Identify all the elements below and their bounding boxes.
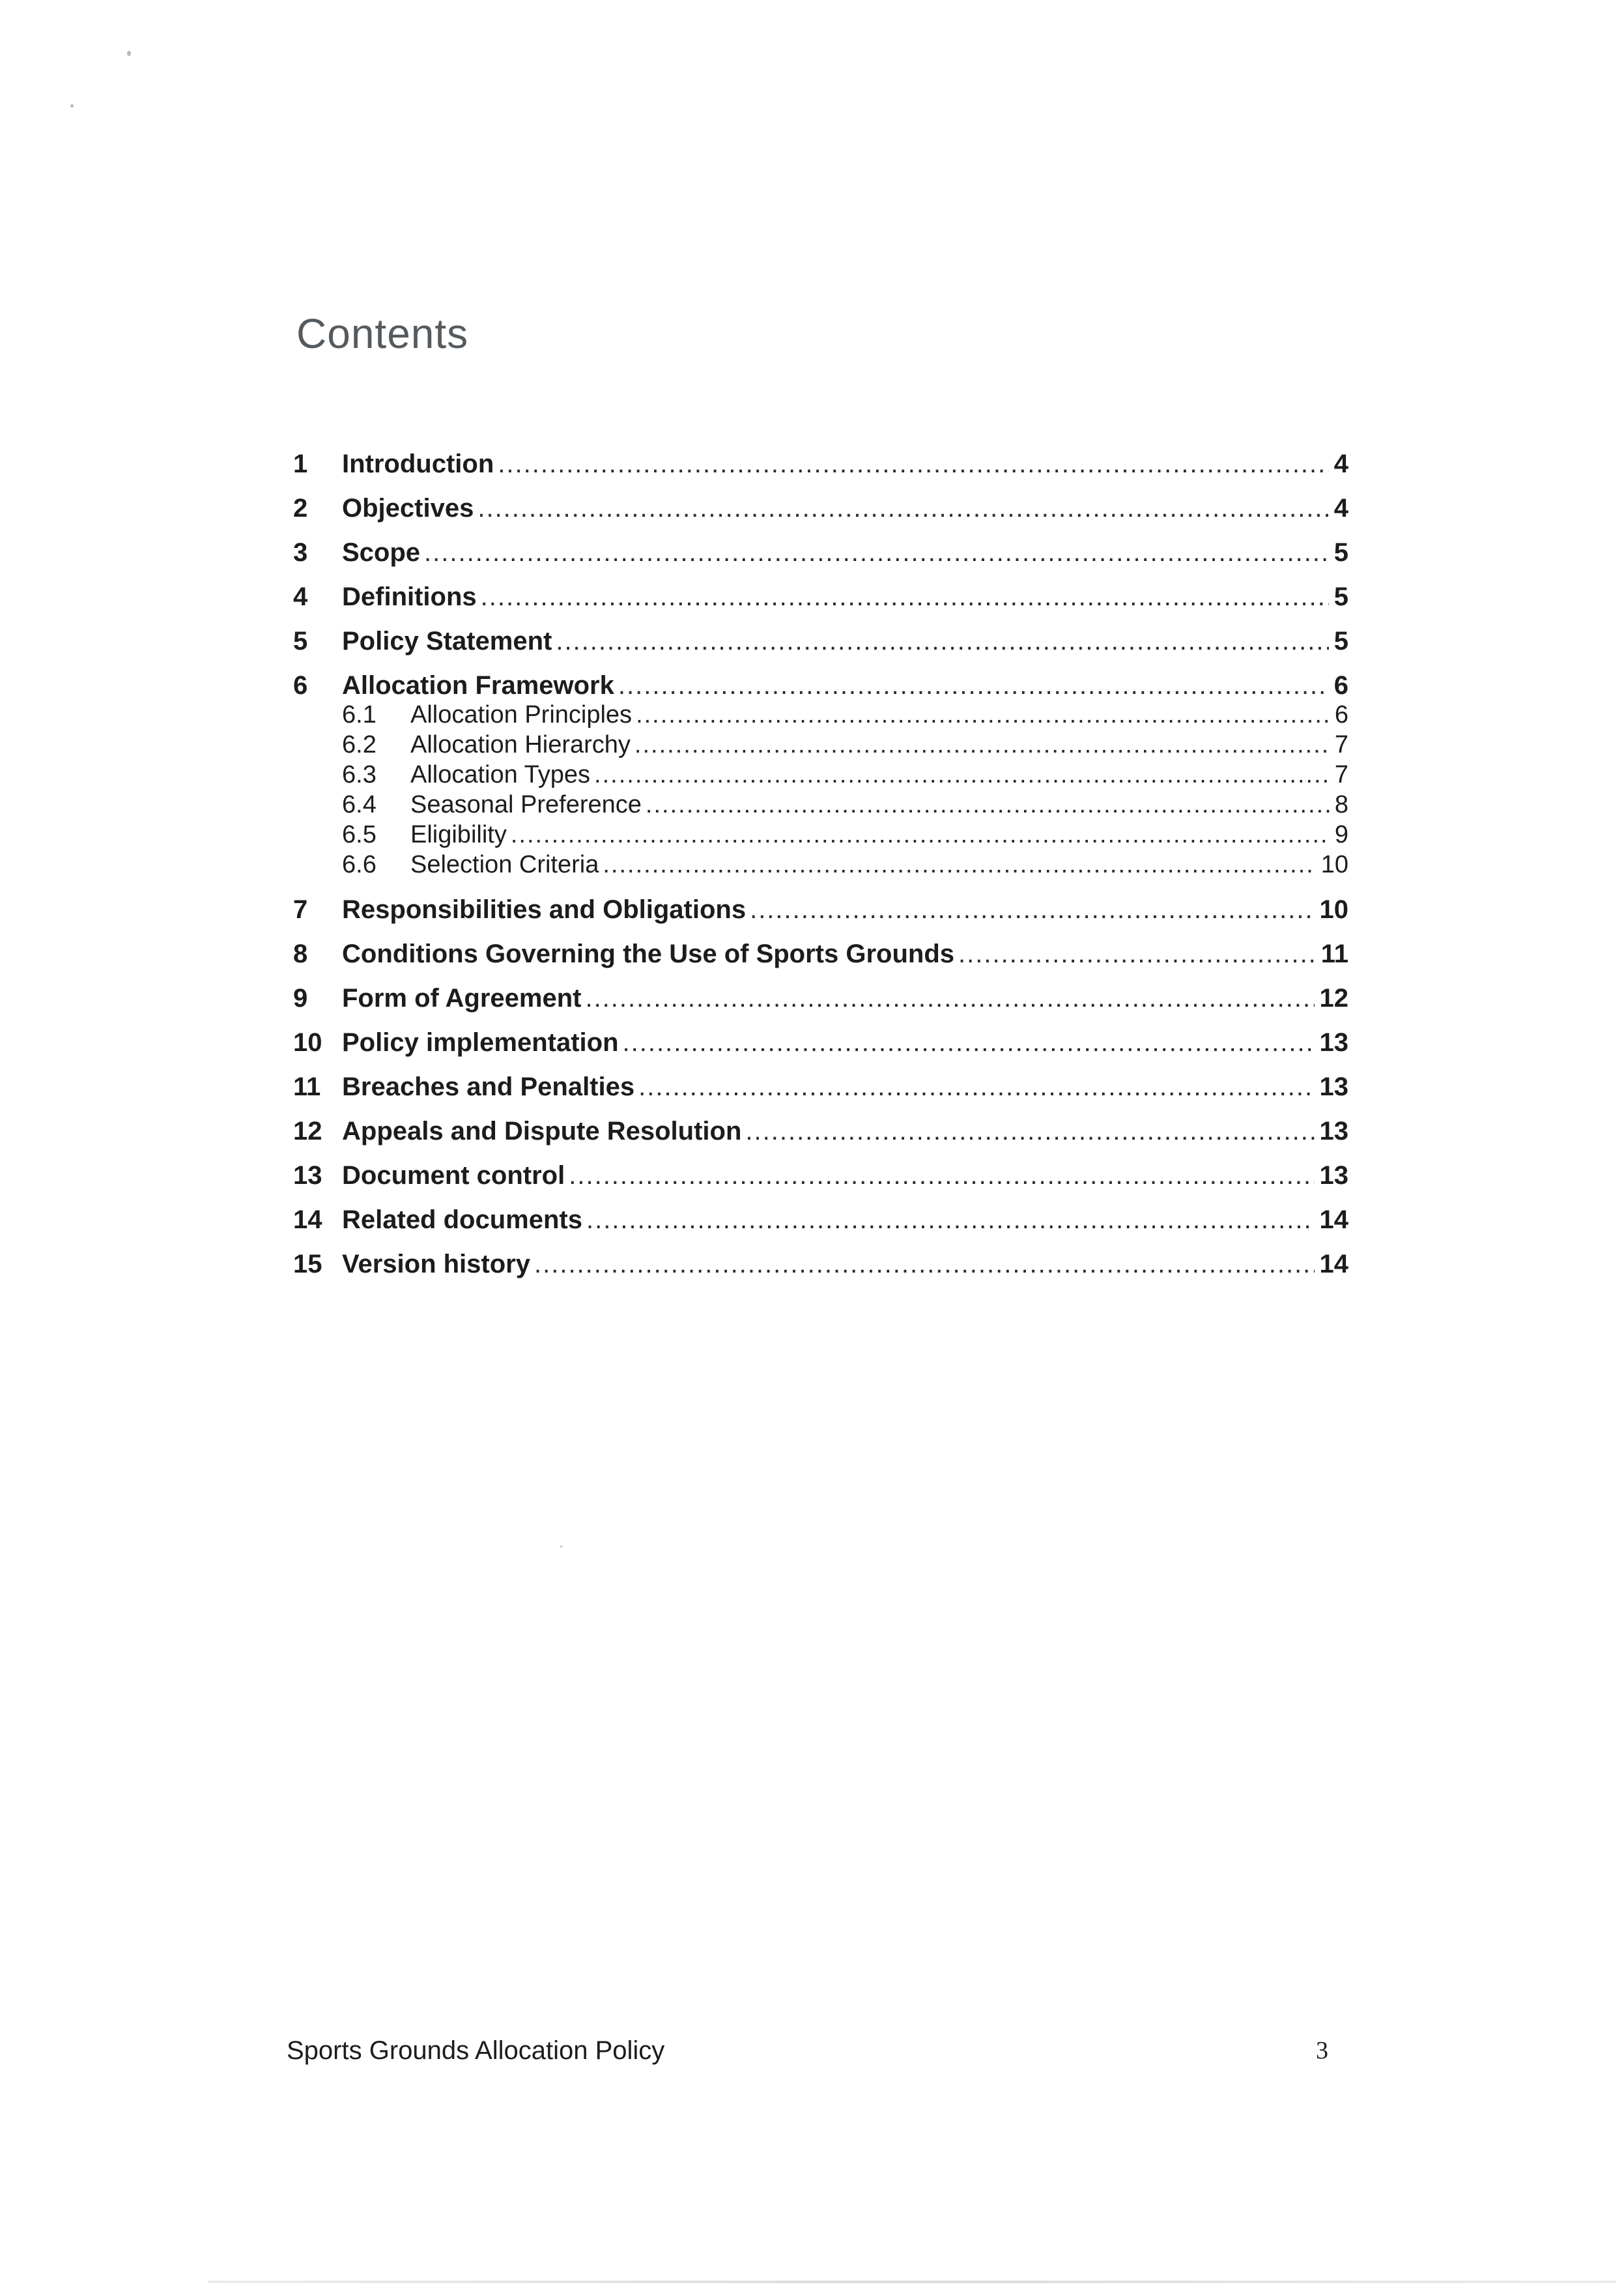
toc-entry-label: Allocation Framework <box>342 671 614 700</box>
toc-entry[interactable] <box>293 1117 1348 1161</box>
toc-entry[interactable] <box>293 1250 1348 1294</box>
toc-entry-page: 4 <box>1333 450 1348 478</box>
toc-entry-page: 12 <box>1319 984 1348 1013</box>
toc-dot-leader <box>636 701 1330 729</box>
toc-entry-number: 8 <box>293 940 308 968</box>
toc-entry-label: Objectives <box>342 494 474 523</box>
toc-entry-label: Policy Statement <box>342 627 552 656</box>
toc-entry[interactable] <box>293 984 1348 1028</box>
toc-dot-leader <box>745 1117 1314 1146</box>
toc-entry-number: 2 <box>293 494 308 523</box>
toc-dot-leader <box>594 761 1330 789</box>
toc-subentry-number: 6.4 <box>342 791 377 818</box>
toc-subentry-number: 6.5 <box>342 821 377 848</box>
toc-entry-number: 1 <box>293 450 308 478</box>
toc-entry-page: 14 <box>1319 1250 1348 1278</box>
toc-entry-page: 13 <box>1319 1073 1348 1101</box>
toc-entry-page: 5 <box>1333 583 1348 611</box>
toc-entry-page: 5 <box>1333 627 1348 656</box>
scan-speck <box>560 1546 562 1548</box>
toc-subentry-page: 10 <box>1320 851 1348 878</box>
toc-entry-number: 4 <box>293 583 308 611</box>
toc-entry-number: 7 <box>293 895 308 924</box>
toc-subentry-label: Allocation Types <box>410 761 591 788</box>
footer-page-number: 3 <box>1316 2037 1328 2064</box>
toc-entry-number: 6 <box>293 671 308 700</box>
toc-subentry-page: 9 <box>1334 821 1348 848</box>
toc-entry-page: 4 <box>1333 494 1348 523</box>
toc-dot-leader <box>556 627 1328 656</box>
toc-subentry[interactable] <box>293 851 1348 881</box>
toc-dot-leader <box>424 538 1329 568</box>
toc-entry[interactable] <box>293 1161 1348 1205</box>
toc-dot-leader <box>958 940 1316 969</box>
toc-entry-label: Introduction <box>342 450 494 478</box>
toc-dot-leader <box>750 895 1314 925</box>
toc-subentry[interactable] <box>293 791 1348 821</box>
toc-subentry-number: 6.3 <box>342 761 377 788</box>
toc-entry-label: Conditions Governing the Use of Sports Grounds <box>342 940 955 968</box>
toc-subentry-label: Eligibility <box>410 821 507 848</box>
toc-entry[interactable] <box>293 1205 1348 1250</box>
toc-entry-number: 15 <box>293 1250 322 1278</box>
toc-entry-label: Version history <box>342 1250 530 1278</box>
toc-dot-leader <box>646 791 1330 819</box>
scan-speck <box>70 104 74 108</box>
toc-entry-number: 11 <box>293 1073 321 1101</box>
toc-subentry-number: 6.1 <box>342 701 377 728</box>
toc-entry-page: 11 <box>1320 940 1348 968</box>
toc-dot-leader <box>585 984 1314 1013</box>
toc-entry-page: 13 <box>1319 1028 1348 1057</box>
toc-dot-leader <box>481 583 1329 612</box>
toc-subentry-label: Allocation Principles <box>410 701 633 728</box>
toc-subentry[interactable] <box>293 761 1348 791</box>
toc-entry-page: 14 <box>1319 1205 1348 1234</box>
toc-subentry-label: Seasonal Preference <box>410 791 642 818</box>
toc-entry[interactable] <box>293 538 1348 583</box>
toc-dot-leader <box>477 494 1328 523</box>
page-title: Contents <box>296 310 469 357</box>
toc-entry-label: Policy implementation <box>342 1028 619 1057</box>
toc-entry-label: Appeals and Dispute Resolution <box>342 1117 742 1146</box>
toc-dot-leader <box>511 821 1330 849</box>
footer-document-title: Sports Grounds Allocation Policy <box>287 2036 665 2065</box>
toc-entry-number: 3 <box>293 538 308 567</box>
toc-subentry-label: Allocation Hierarchy <box>410 731 631 758</box>
toc-subentry-page: 8 <box>1334 791 1348 818</box>
toc-subentry-page: 6 <box>1334 701 1348 728</box>
toc-entry[interactable] <box>293 450 1348 494</box>
toc-entry-label: Responsibilities and Obligations <box>342 895 747 924</box>
toc-dot-leader <box>534 1250 1315 1279</box>
toc-entry[interactable] <box>293 1028 1348 1073</box>
toc-entry-page: 5 <box>1333 538 1348 567</box>
toc-subentry[interactable] <box>293 821 1348 851</box>
toc-entry-number: 13 <box>293 1161 322 1190</box>
toc-entry-label: Breaches and Penalties <box>342 1073 635 1101</box>
toc-subentry-label: Selection Criteria <box>410 851 599 878</box>
table-of-contents <box>293 450 1348 1294</box>
toc-dot-leader <box>569 1161 1314 1190</box>
toc-dot-leader <box>618 671 1329 700</box>
toc-dot-leader <box>498 450 1328 479</box>
toc-entry-label: Definitions <box>342 583 477 611</box>
toc-entry-number: 14 <box>293 1205 322 1234</box>
toc-entry-page: 6 <box>1333 671 1348 700</box>
toc-entry-number: 9 <box>293 984 308 1013</box>
toc-entry[interactable] <box>293 494 1348 538</box>
toc-dot-leader <box>586 1205 1315 1235</box>
toc-entry-page: 10 <box>1319 895 1348 924</box>
toc-entry-label: Document control <box>342 1161 565 1190</box>
toc-entry-number: 12 <box>293 1117 322 1146</box>
toc-subentry-number: 6.2 <box>342 731 377 758</box>
toc-subentry[interactable] <box>293 731 1348 761</box>
toc-entry-label: Form of Agreement <box>342 984 582 1013</box>
toc-dot-leader <box>634 731 1330 759</box>
toc-entry-number: 10 <box>293 1028 322 1057</box>
spacer <box>293 881 1348 895</box>
toc-subentry[interactable] <box>293 701 1348 731</box>
toc-entry[interactable] <box>293 940 1348 984</box>
toc-entry-page: 13 <box>1319 1117 1348 1146</box>
toc-entry[interactable] <box>293 627 1348 671</box>
toc-entry[interactable] <box>293 1073 1348 1117</box>
toc-entry[interactable] <box>293 895 1348 940</box>
toc-dot-leader <box>623 1028 1315 1058</box>
toc-dot-leader <box>603 851 1315 879</box>
toc-entry-label: Related documents <box>342 1205 582 1234</box>
toc-dot-leader <box>638 1073 1314 1102</box>
toc-entry[interactable] <box>293 671 1348 701</box>
toc-subentry-number: 6.6 <box>342 851 377 878</box>
toc-entry-label: Scope <box>342 538 421 567</box>
scan-edge-line <box>208 2281 1616 2283</box>
toc-subentry-page: 7 <box>1334 731 1348 758</box>
toc-entry-number: 5 <box>293 627 308 656</box>
toc-subentry-page: 7 <box>1334 761 1348 788</box>
toc-entry[interactable] <box>293 583 1348 627</box>
toc-entry-page: 13 <box>1319 1161 1348 1190</box>
scan-speck <box>127 51 131 56</box>
